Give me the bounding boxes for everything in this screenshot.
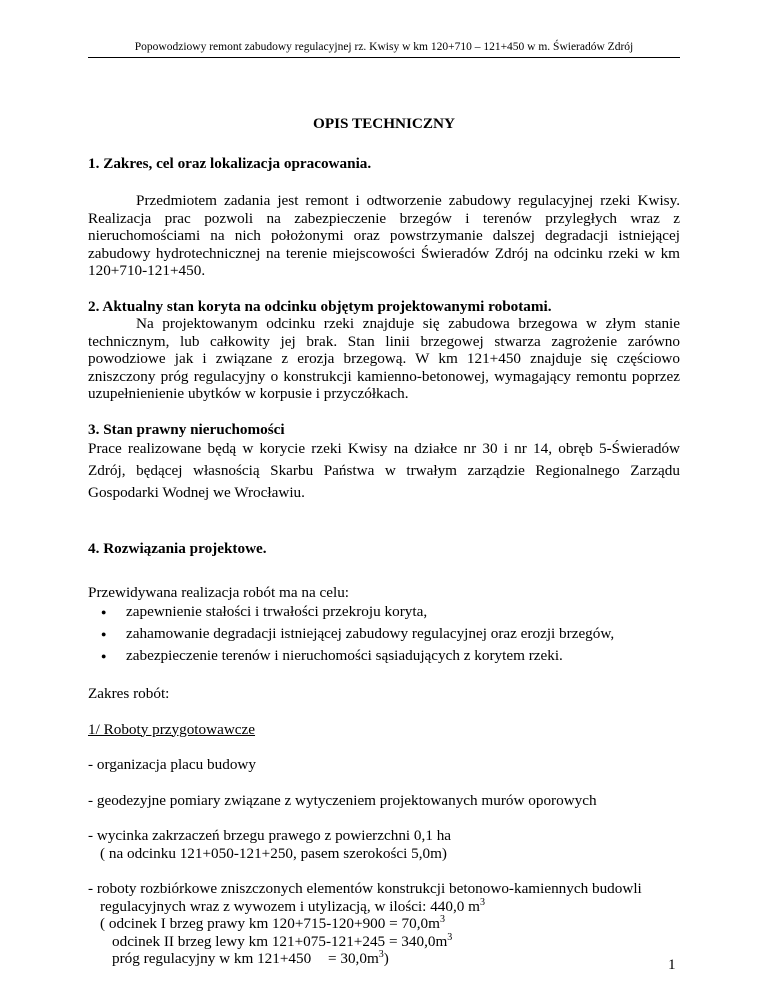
list-item: ● zabezpieczenie terenów i nieruchomości sąsiadujących z korytem rzeki. bbox=[88, 645, 680, 667]
superscript: 3 bbox=[439, 913, 445, 925]
scope-item: - organizacja placu budowy bbox=[88, 756, 256, 773]
scope-item-detail-text: odcinek II brzeg lewy km 121+075-121+245 = 340,0m bbox=[112, 932, 448, 950]
page-number: 1 bbox=[668, 956, 676, 973]
running-header: Popowodziowy remont zabudowy regulacyjnej rz. Kwisy w km 120+710 – 121+450 w m. Świeradów Zdrój bbox=[88, 40, 680, 58]
scope-label: Zakres robót: bbox=[88, 685, 170, 702]
section-2-heading: 2. Aktualny stan koryta na odcinku objętym projektowanymi robotami. bbox=[88, 297, 552, 315]
section-4-intro: Przewidywana realizacja robót ma na celu: bbox=[88, 583, 350, 601]
scope-item-detail: ( na odcinku 121+050-121+250, pasem szerokości 5,0m) bbox=[100, 844, 447, 862]
scope-item-detail bbox=[88, 898, 680, 916]
scope-item-detail-text: regulacyjnych wraz z wywozem i utylizacją, w ilości: 440,0 m bbox=[100, 897, 480, 915]
section-4-heading: 4. Rozwiązania projektowe. bbox=[88, 540, 267, 557]
scope-item-detail bbox=[88, 933, 680, 951]
section-1-body: Przedmiotem zadania jest remont i odtworzenie zabudowy regulacyjnej rzeki Kwisy. Realizacja prac pozwoli na zabezpieczenie brzegów i terenów przyległych wraz z nieruchomościami na nich położonymi oraz powstrzymanie dalszej degradacji istniejącej zabudowy hydrotechnicznej na terenie miejscowości Świeradów Zdrój na odcinku rzeki w km 120+710-121+450. bbox=[88, 192, 680, 279]
list-item: ● zapewnienie stałości i trwałości przekroju koryta, bbox=[88, 601, 680, 623]
document-title: OPIS TECHNICZNY bbox=[313, 115, 455, 132]
scope-item-detail-text: ( odcinek I brzeg prawy km 120+715-120+900 = 70,0m bbox=[100, 915, 440, 932]
section-1-heading: 1. Zakres, cel oraz lokalizacja opracowania. bbox=[88, 154, 372, 172]
scope-item-value: = 30,0m bbox=[328, 950, 379, 967]
list-item: ● zahamowanie degradacji istniejącej zabudowy regulacyjnej oraz erozji brzegów, bbox=[88, 623, 680, 645]
superscript: 3 bbox=[479, 896, 485, 908]
closing-paren: ) bbox=[383, 950, 389, 967]
scope-item-detail-text: próg regulacyjny w km 121+450 bbox=[112, 950, 312, 967]
scope-item-detail bbox=[88, 950, 680, 968]
superscript: 3 bbox=[378, 948, 384, 960]
scope-item: - geodezyjne pomiary związane z wytyczeniem projektowanych murów oporowych bbox=[88, 791, 597, 809]
scope-item: - roboty rozbiórkowe zniszczonych elementów konstrukcji betonowo-kamiennych budowli bbox=[88, 880, 642, 897]
subsection-heading: 1/ Roboty przygotowawcze bbox=[88, 720, 256, 738]
scope-item-detail bbox=[88, 915, 680, 933]
section-2-body: Na projektowanym odcinku rzeki znajduje się zabudowa brzegowa w złym stanie technicznym, lub całkowity jej brak. Stan linii brzegowej stwarza zagrożenie zarówno powodziowe jak i związane z erozja brzegową. W km 121+450 znajduje się częściowo zniszczony próg regulacyjny o konstrukcji kamienno-betonowej, wymagający remontu poprzez uzupełnienienie ubytków w korpusie i przyczółkach. bbox=[88, 315, 680, 402]
goals-list bbox=[88, 601, 680, 667]
section-3-body: Prace realizowane będą w korycie rzeki Kwisy na działce nr 30 i nr 14, obręb 5-Świeradów Zdrój, będącej własnością Skarbu Państwa w trwałym zarządzie Regionalnego Zarządu Gospodarki Wodnej we Wrocławiu. bbox=[88, 440, 680, 501]
document-body bbox=[88, 115, 680, 968]
section-3-heading: 3. Stan prawny nieruchomości bbox=[88, 420, 285, 438]
superscript: 3 bbox=[447, 931, 453, 943]
scope-item: - wycinka zakrzaczeń brzegu prawego z powierzchni 0,1 ha bbox=[88, 827, 452, 844]
